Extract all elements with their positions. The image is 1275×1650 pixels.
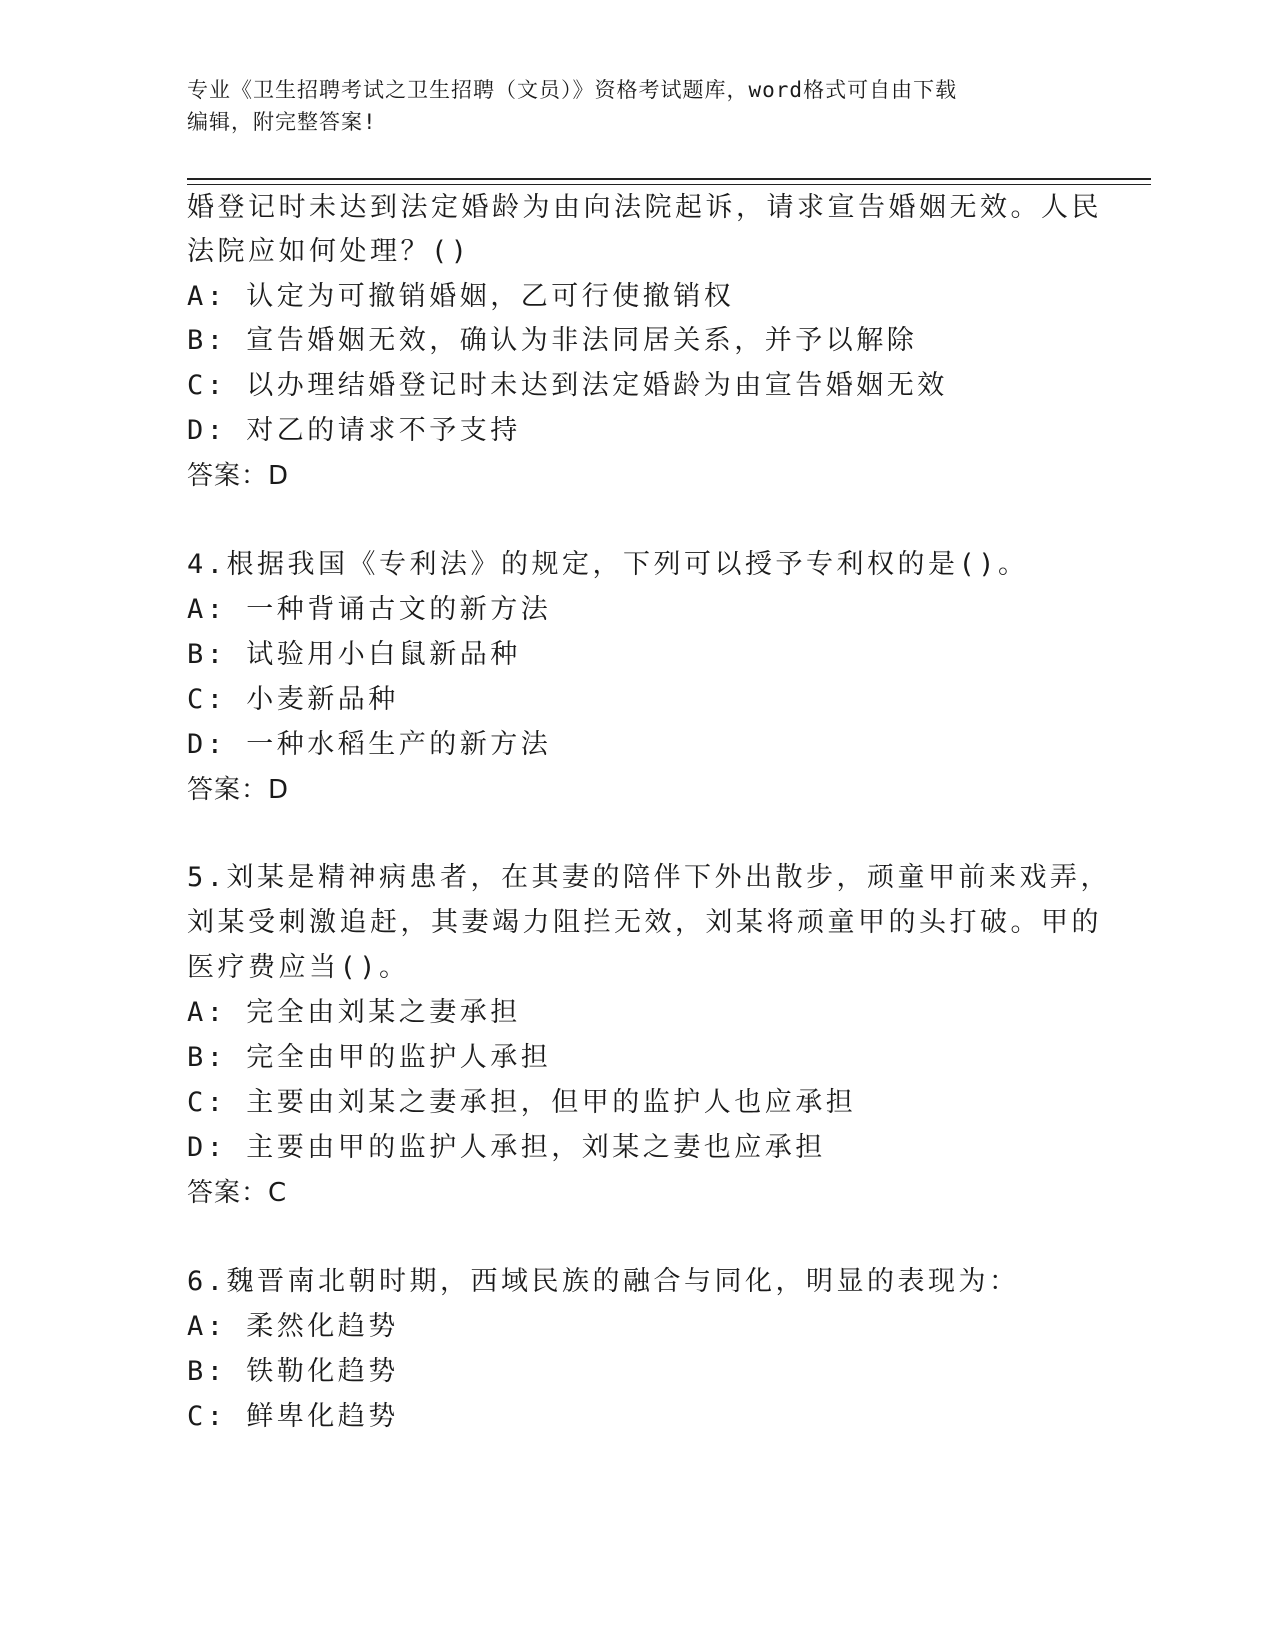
header-divider-thick <box>187 178 1151 180</box>
q4-option-d: D: 一种水稻生产的新方法 <box>187 729 552 760</box>
header-line-2: 编辑，附完整答案! <box>187 110 377 134</box>
q6-option-a: A: 柔然化趋势 <box>187 1311 399 1342</box>
q3-option-a: A: 认定为可撤销婚姻，乙可行使撤销权 <box>187 281 735 312</box>
q4-option-c: C: 小麦新品种 <box>187 684 399 715</box>
q3-option-d: D: 对乙的请求不予支持 <box>187 415 521 446</box>
q4-stem-line-1: 4.根据我国《专利法》的规定，下列可以授予专利权的是()。 <box>187 549 1029 580</box>
q4-option-a: A: 一种背诵古文的新方法 <box>187 594 552 625</box>
q3-option-c: C: 以办理结婚登记时未达到法定婚龄为由宣告婚姻无效 <box>187 370 948 401</box>
document-header <box>187 74 1087 138</box>
q5-answer: 答案：C <box>187 1178 288 1208</box>
q6-stem-line-1: 6.魏晋南北朝时期，西域民族的融合与同化，明显的表现为： <box>187 1266 1020 1297</box>
q3-stem-line-2: 法院应如何处理？() <box>187 236 471 267</box>
q5-stem-line-1: 5.刘某是精神病患者，在其妻的陪伴下外出散步，顽童甲前来戏弄， <box>187 862 1112 893</box>
q5-stem-line-3: 医疗费应当()。 <box>187 952 410 983</box>
q5-option-a: A: 完全由刘某之妻承担 <box>187 997 521 1028</box>
q6-option-b: B: 铁勒化趋势 <box>187 1356 399 1387</box>
q4-answer: 答案：D <box>187 775 290 805</box>
q3-answer: 答案：D <box>187 461 290 491</box>
q5-option-b: B: 完全由甲的监护人承担 <box>187 1042 552 1073</box>
q3-stem-line-1: 婚登记时未达到法定婚龄为由向法院起诉，请求宣告婚姻无效。人民 <box>187 192 1102 223</box>
q5-option-d: D: 主要由甲的监护人承担，刘某之妻也应承担 <box>187 1132 826 1163</box>
q5-stem-line-2: 刘某受刺激追赶，其妻竭力阻拦无效，刘某将顽童甲的头打破。甲的 <box>187 907 1102 938</box>
q4-option-b: B: 试验用小白鼠新品种 <box>187 639 521 670</box>
header-line-1: 专业《卫生招聘考试之卫生招聘（文员）》资格考试题库，word格式可自由下载 <box>187 78 958 102</box>
header-divider-thin <box>187 184 1151 185</box>
q5-option-c: C: 主要由刘某之妻承担，但甲的监护人也应承担 <box>187 1087 857 1118</box>
q6-option-c: C: 鲜卑化趋势 <box>187 1401 399 1432</box>
q3-option-b: B: 宣告婚姻无效，确认为非法同居关系，并予以解除 <box>187 325 918 356</box>
